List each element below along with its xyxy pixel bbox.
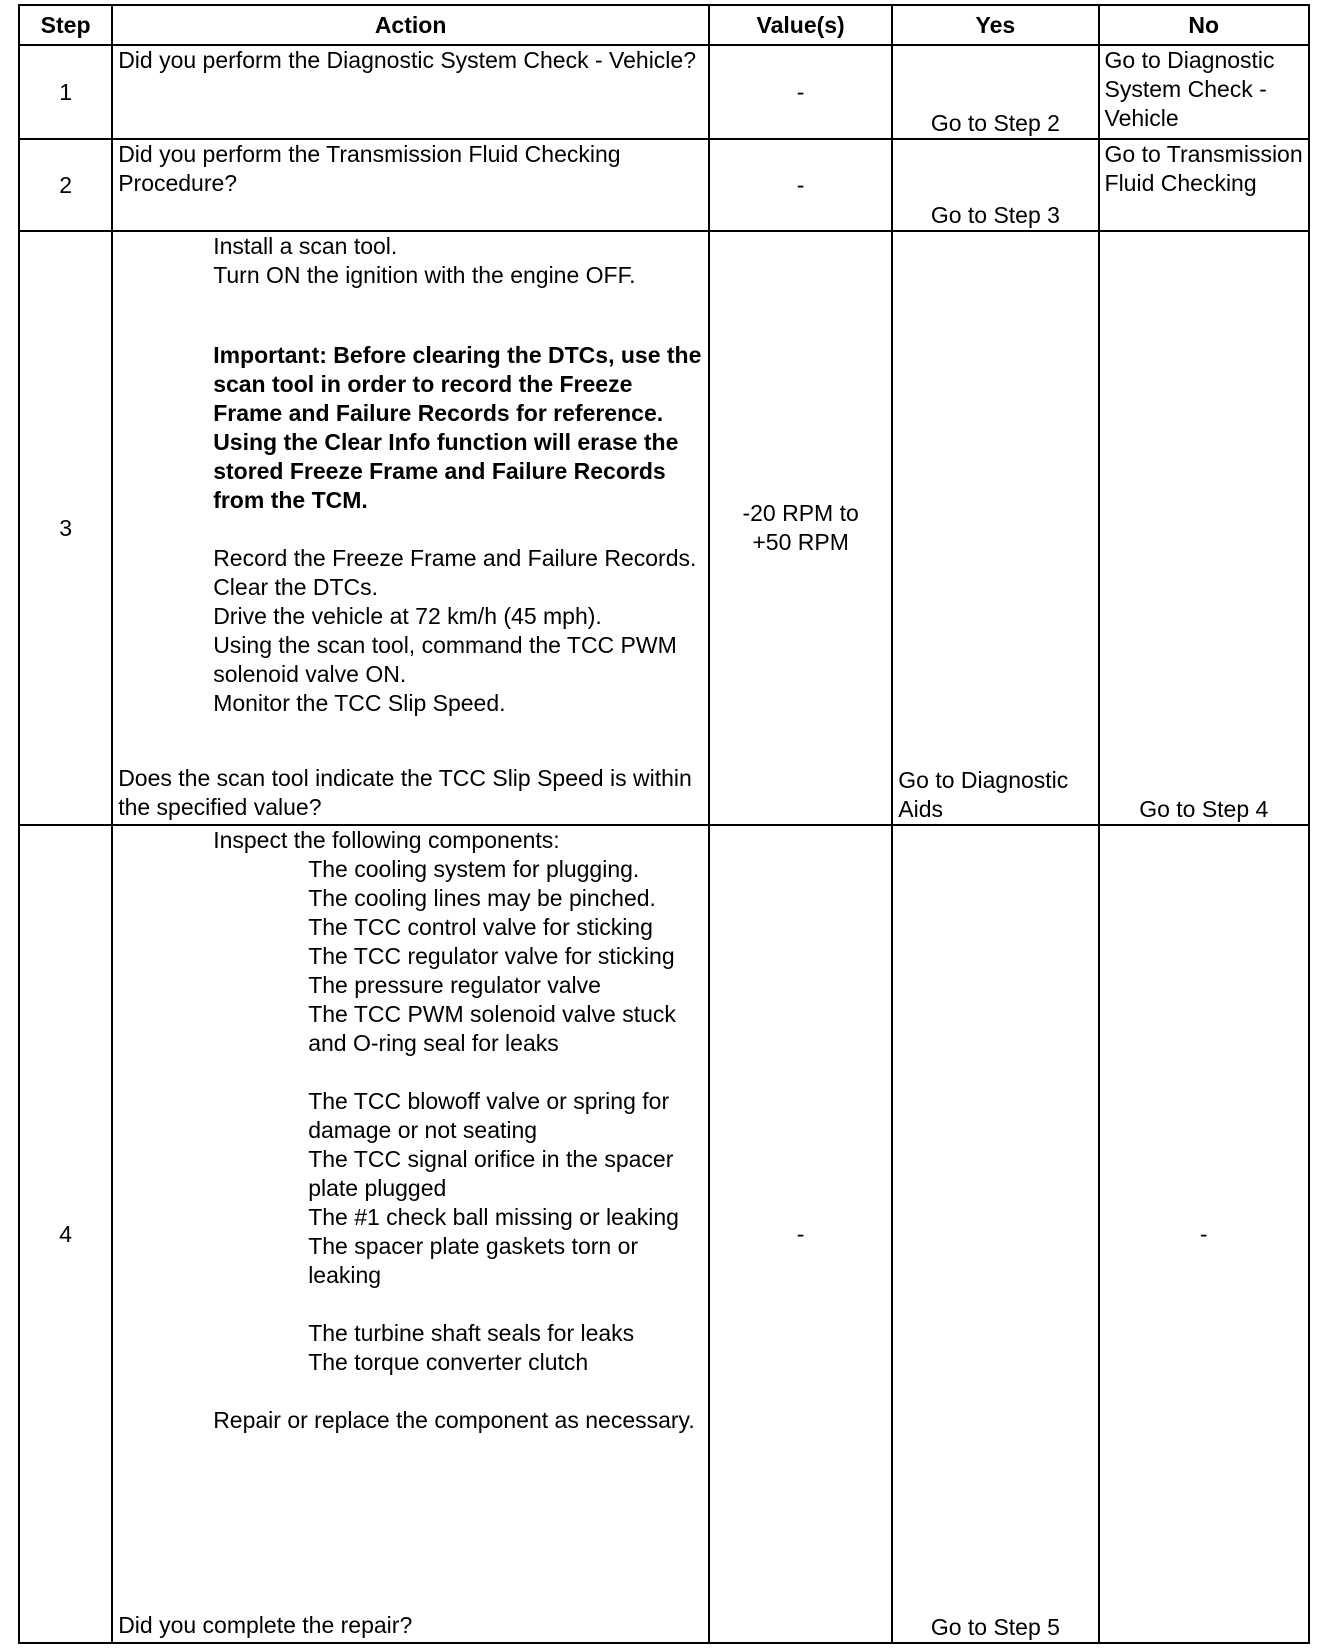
value-cell: - [709, 45, 892, 139]
repair-instruction: Repair or replace the component as necessary. [213, 1407, 695, 1433]
action-step: Drive the vehicle at 72 km/h (45 mph). [213, 603, 602, 629]
action-text: Did you perform the Transmission Fluid Checking Procedure? [112, 139, 709, 231]
component-item: The pressure regulator valve [308, 972, 601, 998]
yes-cell: Go to Step 5 [892, 825, 1098, 1643]
component-item: The #1 check ball missing or leaking [308, 1204, 679, 1230]
value-range: -20 RPM to +50 RPM [742, 500, 859, 555]
action-step: Clear the DTCs. [213, 574, 379, 600]
action-cell [112, 231, 709, 825]
step-number: 2 [19, 139, 112, 231]
header-yes: Yes [892, 5, 1098, 45]
step-number: 3 [19, 231, 112, 825]
yes-cell: Go to Step 3 [892, 139, 1098, 231]
yes-cell: Go to Diagnostic Aids [892, 231, 1098, 825]
action-step: Record the Freeze Frame and Failure Records. [213, 545, 697, 571]
component-item: The turbine shaft seals for leaks [308, 1320, 635, 1346]
no-cell: Go to Step 4 [1099, 231, 1309, 825]
important-note: Important: Before clearing the DTCs, use the scan tool in order to record the Freeze Frame and Failure Records for reference. Using the Clear Info function will erase the stored Freeze Frame and Failure Records from the TCM. [213, 342, 702, 513]
component-item: The torque converter clutch [308, 1349, 589, 1375]
action-text: Did you perform the Diagnostic System Check - Vehicle? [112, 45, 709, 139]
header-step: Step [19, 5, 112, 45]
table-row [19, 45, 1309, 139]
component-item: The TCC control valve for sticking [308, 914, 653, 940]
action-step: Turn ON the ignition with the engine OFF. [213, 262, 636, 288]
action-question: Does the scan tool indicate the TCC Slip Speed is within the specified value? [118, 765, 692, 820]
no-cell: Go to Diagnostic System Check - Vehicle [1099, 45, 1309, 139]
header-no: No [1099, 5, 1309, 45]
component-item: The cooling lines may be pinched. [308, 885, 656, 911]
diagnostic-table [18, 4, 1310, 1644]
component-item: The spacer plate gaskets torn or leaking [308, 1233, 639, 1288]
value-cell [709, 231, 892, 825]
step-number: 4 [19, 825, 112, 1643]
component-item: The cooling system for plugging. [308, 856, 640, 882]
header-values: Value(s) [709, 5, 892, 45]
action-step: Monitor the TCC Slip Speed. [213, 690, 506, 716]
component-item: The TCC PWM solenoid valve stuck and O-ring seal for leaks [308, 1001, 676, 1056]
table-row [19, 825, 1309, 1643]
action-cell [112, 825, 709, 1643]
table-row [19, 139, 1309, 231]
no-cell: - [1099, 825, 1309, 1643]
component-item: The TCC signal orifice in the spacer plate plugged [308, 1146, 674, 1201]
component-item: The TCC blowoff valve or spring for damage or not seating [308, 1088, 670, 1143]
action-step: Using the scan tool, command the TCC PWM solenoid valve ON. [213, 632, 677, 687]
table-row [19, 231, 1309, 825]
action-step: Install a scan tool. [213, 233, 398, 259]
action-intro: Inspect the following components: [213, 827, 560, 853]
value-cell: - [709, 139, 892, 231]
header-row [19, 5, 1309, 45]
action-question: Did you complete the repair? [118, 1612, 413, 1638]
yes-cell: Go to Step 2 [892, 45, 1098, 139]
no-cell: Go to Transmission Fluid Checking [1099, 139, 1309, 231]
value-cell: - [709, 825, 892, 1643]
header-action: Action [112, 5, 709, 45]
component-item: The TCC regulator valve for sticking [308, 943, 675, 969]
step-number: 1 [19, 45, 112, 139]
